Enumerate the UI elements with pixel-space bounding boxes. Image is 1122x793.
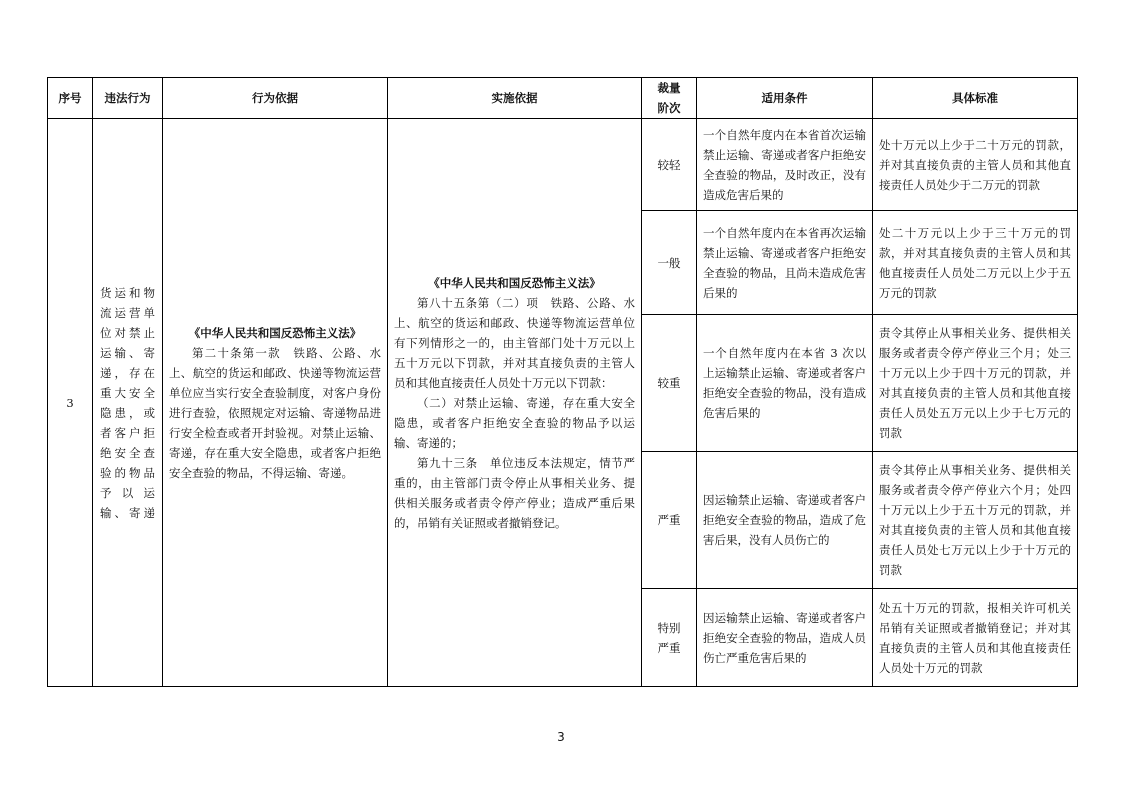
standard-text: 责令其停止从事相关业务、提供相关服务或者责令停产停业三个月；处三十万元以上少于四十万元的罚款，并对其直接负责的主管人员和其他直接责任人员处五万元以上少于七万元的罚款 — [873, 315, 1078, 452]
row-index: 3 — [48, 119, 93, 687]
standard-text: 责令其停止从事相关业务、提供相关服务或者责令停产停业六个月；处四十万元以上少于五十万元的罚款，并对其直接负责的主管人员和其他直接责任人员处七万元以上少于十万元的罚款 — [873, 452, 1078, 589]
level-label-text: 特别严重 — [657, 620, 681, 655]
condition-text: 一个自然年度内在本省再次运输禁止运输、寄递或者客户拒绝安全查验的物品，且尚未造成危害后果的 — [697, 211, 873, 315]
level-label: 严重 — [642, 452, 697, 589]
basis-article: 第二十条第一款 铁路、公路、水上、航空的货运和邮政、快递等物流运营单位应当实行安全查验制度，对客户身份进行查验，依照规定对运输、寄递物品进行安全检查或者开封验视。对禁止运输、寄递，存在重大安全隐患，或者客户拒绝安全查验的物品，不得运输、寄递。 — [169, 345, 381, 480]
header-act: 违法行为 — [93, 78, 163, 119]
impl-cell — [388, 119, 642, 687]
standard-text: 处五十万元的罚款，报相关许可机关吊销有关证照或者撤销登记；并对其直接负责的主管人员和其他直接责任人员处十万元的罚款 — [873, 589, 1078, 687]
header-idx: 序号 — [48, 78, 93, 119]
basis-law-title: 《中华人民共和国反恐怖主义法》 — [188, 325, 362, 340]
level-label: 较轻 — [642, 119, 697, 211]
condition-text: 因运输禁止运输、寄递或者客户拒绝安全查验的物品，造成了危害后果，没有人员伤亡的 — [697, 452, 873, 589]
condition-text: 因运输禁止运输、寄递或者客户拒绝安全查验的物品，造成人员伤亡严重危害后果的 — [697, 589, 873, 687]
impl-law-title: 《中华人民共和国反恐怖主义法》 — [428, 275, 601, 290]
level-label: 一般 — [642, 211, 697, 315]
penalty-table — [47, 77, 1078, 687]
standard-text: 处二十万元以上少于三十万元的罚款，并对其直接负责的主管人员和其他直接责任人员处二万元以上少于五万元的罚款 — [873, 211, 1078, 315]
standard-text: 处十万元以上少于二十万元的罚款，并对其直接负责的主管人员和其他直接责任人员处少于二万元的罚款 — [873, 119, 1078, 211]
header-row — [48, 78, 1078, 119]
header-impl: 实施依据 — [388, 78, 642, 119]
level-label: 较重 — [642, 315, 697, 452]
page-number: 3 — [557, 730, 565, 744]
level-label — [642, 589, 697, 687]
table-row — [48, 119, 1078, 211]
impl-article-93: 第九十三条 单位违反本法规定，情节严重的，由主管部门责令停止从事相关业务、提供相关服务或者责令停产停业；造成严重后果的，吊销有关证照或者撤销登记。 — [394, 455, 635, 530]
header-std: 具体标准 — [873, 78, 1078, 119]
header-basis: 行为依据 — [163, 78, 388, 119]
condition-text: 一个自然年度内在本省首次运输禁止运输、寄递或者客户拒绝安全查验的物品，及时改正，没有造成危害后果的 — [697, 119, 873, 211]
impl-item-2: （二）对禁止运输、寄递，存在重大安全隐患，或者客户拒绝安全查验的物品予以运输、寄递的； — [394, 395, 635, 450]
header-cond: 适用条件 — [697, 78, 873, 119]
header-level-label: 裁量阶次 — [657, 81, 681, 115]
violation-text: 货运和物流运营单位对禁止运输、寄递，存在重大安全隐患，或者客户拒绝安全查验的物品予以运输、寄递 — [93, 119, 163, 687]
header-level — [642, 78, 697, 119]
condition-text: 一个自然年度内在本省 3 次以上运输禁止运输、寄递或者客户拒绝安全查验的物品，没有造成危害后果的 — [697, 315, 873, 452]
basis-cell — [163, 119, 388, 687]
impl-article-85: 第八十五条第（二）项 铁路、公路、水上、航空的货运和邮政、快递等物流运营单位有下列情形之一的，由主管部门处十万元以上五十万元以下罚款，并对其直接负责的主管人员和其他直接责任人员处十万元以下罚款： — [394, 295, 635, 390]
